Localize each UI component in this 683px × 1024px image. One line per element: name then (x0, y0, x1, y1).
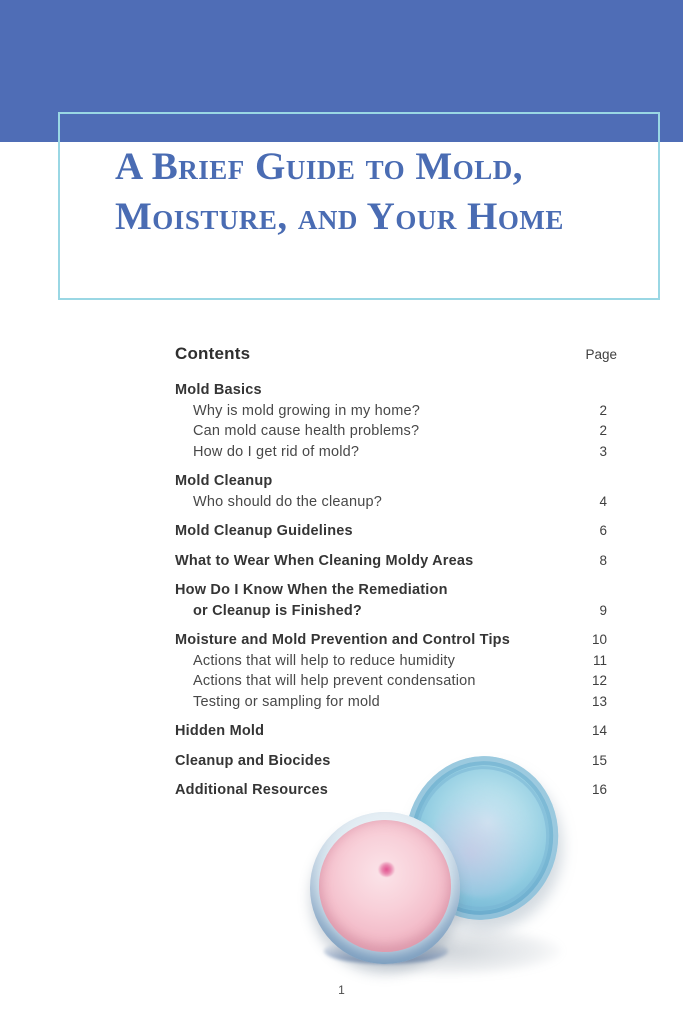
toc-entry-label: Actions that will help prevent condensation (193, 673, 476, 689)
toc-entry-page: 12 (591, 673, 607, 688)
document-title-line1: A Brief Guide to Mold, (115, 145, 523, 188)
mold-spot (378, 862, 395, 877)
toc-entry-label: What to Wear When Cleaning Moldy Areas (175, 552, 474, 569)
toc-entry-label: Mold Cleanup (175, 473, 273, 489)
toc-row (175, 692, 617, 713)
toc-row (175, 780, 617, 801)
toc-row (175, 442, 617, 463)
toc-entry-label: Moisture and Mold Prevention and Control Tips (175, 632, 510, 648)
toc-page-column-label: Page (585, 347, 617, 362)
toc-entry-label: Actions that will help to reduce humidity (193, 652, 456, 669)
toc-entry-page: 16 (591, 782, 607, 797)
toc-row (175, 551, 617, 572)
toc-entry-page: 9 (599, 602, 607, 618)
document-title-line2: Moisture, and Your Home (115, 195, 564, 238)
title-outline-box (58, 112, 660, 300)
toc-entry-page: 3 (599, 443, 607, 459)
toc-row (175, 671, 617, 692)
toc-row (175, 601, 617, 622)
toc-entry-page: 14 (591, 723, 607, 738)
toc-row (175, 401, 617, 422)
document-title (115, 142, 564, 242)
toc-row (175, 471, 617, 492)
table-of-contents (175, 344, 617, 801)
toc-row (175, 421, 617, 442)
toc-entry-label: Cleanup and Biocides (175, 752, 331, 769)
toc-header (175, 344, 617, 364)
toc-entry-label: Why is mold growing in my home? (193, 402, 420, 419)
toc-entry-page: 10 (591, 632, 607, 647)
toc-entry-label: Mold Cleanup Guidelines (175, 523, 353, 539)
toc-entry-page: 13 (591, 693, 607, 709)
toc-row (175, 751, 617, 772)
toc-entry-page: 6 (599, 523, 607, 538)
petri-dish-shadow (336, 926, 562, 976)
toc-entry-page: 8 (599, 552, 607, 568)
toc-entry-page: 15 (591, 752, 607, 768)
toc-row (175, 521, 617, 542)
toc-entry-label: Additional Resources (175, 782, 329, 798)
pink-mold-culture (319, 820, 451, 952)
toc-entry-label: or Cleanup is Finished? (193, 602, 362, 619)
toc-entry-page: 11 (592, 652, 607, 668)
footer-page-number: 1 (338, 983, 345, 997)
toc-entry-page: 2 (599, 402, 607, 418)
toc-heading: Contents (175, 344, 251, 363)
toc-entry-label: Hidden Mold (175, 723, 265, 739)
toc-entry-label: How Do I Know When the Remediation (175, 582, 448, 598)
toc-row (175, 630, 617, 651)
petri-dish-bottom-rim (324, 938, 448, 964)
toc-row (175, 580, 617, 601)
toc-entry-label: Who should do the cleanup? (193, 493, 382, 510)
toc-row (175, 651, 617, 672)
toc-entry-label: Testing or sampling for mold (193, 693, 380, 710)
petri-dish-base (310, 812, 460, 964)
toc-entry-page: 2 (599, 423, 607, 438)
toc-row (175, 721, 617, 742)
toc-row (175, 492, 617, 513)
toc-entry-label: Mold Basics (175, 382, 262, 398)
toc-rows (175, 380, 617, 801)
toc-entry-page: 4 (599, 493, 607, 509)
toc-row (175, 380, 617, 401)
toc-entry-label: How do I get rid of mold? (193, 443, 360, 460)
toc-entry-label: Can mold cause health problems? (193, 423, 420, 439)
